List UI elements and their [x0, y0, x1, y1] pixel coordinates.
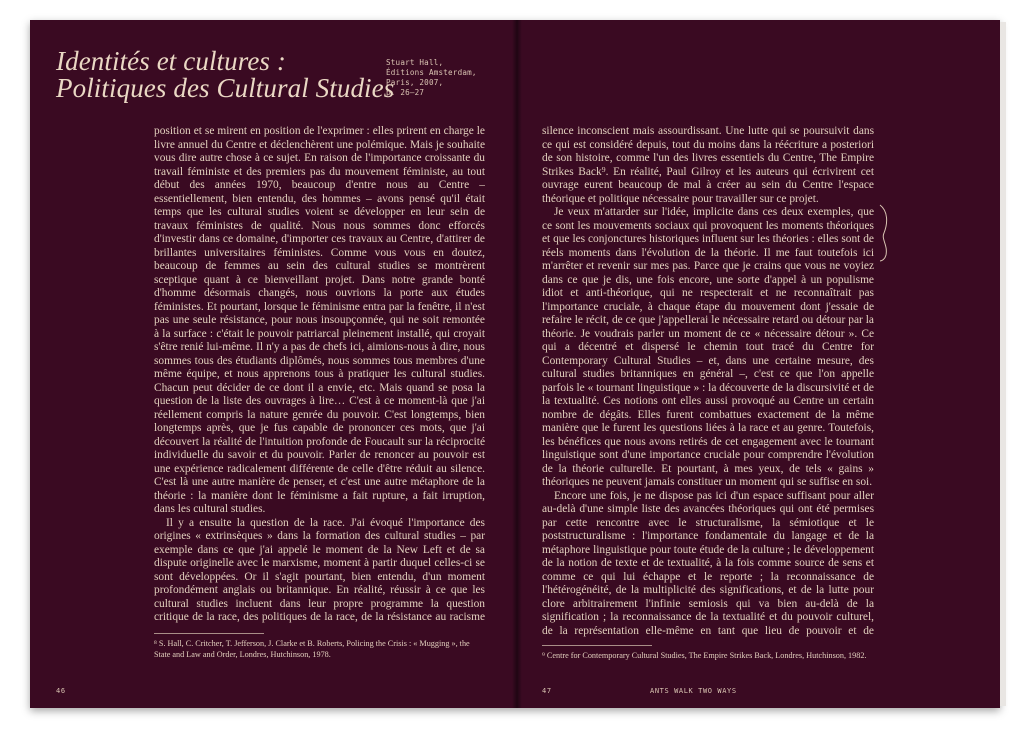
title-line-1: Identités et cultures : [56, 46, 286, 76]
page-edge [1000, 22, 1006, 706]
page-number-left: 46 [56, 687, 66, 695]
running-footer: ANTS WALK TWO WAYS [650, 687, 737, 695]
footnote-rule [154, 633, 264, 634]
title-line-2: Politiques des Cultural Studies [56, 73, 395, 103]
body-paragraph: Je veux m'attarder sur l'idée, implicite dans ces deux exemples, que ce sont les mouvements sociaux qui provoquent les moments théoriques et que les conjonctures historiques influent sur les théories : elles sont de réels moments dans l'évolution de la théorie. Il me faut toutefois ici m'arrêter et revenir sur mes pas. Parce que je crains que vous ne voyiez dans ce que je dis, une fois encore, une sorte d'appel à un populisme idiot et anti-théorique, qui ne respecterait et ne reconnaîtrait pas l'importance cruciale, à chaque étape du mouvement dont j'essaie de refaire le récit, de ce que j'appellerai le nécessaire retard ou détour par la théorie. Je voudrais parler un moment de ce « nécessaire détour ». Ce qui a décentré et dispersé le chemin tout tracé du Centre for Contemporary Cultural Studies – et, dans une certaine mesure, des cultural studies britanniques en général –, c'est ce que l'on appelle parfois le « tournant linguistique » : la découverte de la discursivité et de la textualité. Ces notions ont elles aussi provoqué au Centre un certain nombre de dégâts. Elles furent combattues exactement de la même manière que le furent les questions liées à la race et au genre. Toutefois, les bénéfices que nous avons retirés de cet engagement avec le tournant linguistique sont d'une importance cruciale pour comprendre l'évolution de la théorie culturelle. Et pourtant, à mes yeux, de tels « gains » théoriques ne peuvent jamais constituer un moment qui se suffise en soi. [542, 206, 874, 488]
body-paragraph: Encore une fois, je ne dispose pas ici d'un espace suffisant pour aller au-delà d'une simple liste des avancées théoriques qui ont été permises par cette rencontre avec le structuralisme, la sémiotique et le poststructuralisme : l'importance fondamentale du langage et de la métaphore linguistique pour toute étude de la culture ; le développement de la notion de texte et de textualité, à la fois comme source de sens et comme ce qui lui échappe et le reporte ; la reconnaissance de l'hétérogénéité, de la multiplicité des significations, et de la lutte pour clore arbitrairement l'infinie semiosis qui va bien au-delà de la signification ; la reconnaissance de la textualité et du pouvoir culturel, de la représentation elle-même en tant que lieu de pouvoir et de [542, 489, 874, 637]
chapter-title [56, 48, 394, 102]
handwritten-bracket-mark [876, 203, 892, 263]
right-page-body [542, 125, 874, 639]
body-paragraph: Il y a ensuite la question de la race. J'ai évoqué l'importance des origines « extrinsèques » dans la formation des cultural studies – par exemple dans ce que j'ai appelé le moment de la New Left et de sa dispute originelle avec le marxisme, moment à partir duquel celles-ci se sont développées. Or il s'agit pourtant, bien entendu, d'un moment profondément anglais ou britannique. En réalité, réussir à ce que les cultural studies incluent dans leur propre programme la question critique de la race, des politiques de la race, de la résistance au racisme [154, 516, 485, 623]
book-spread [30, 20, 1000, 708]
page-number-right: 47 [542, 687, 552, 695]
left-page-body [154, 125, 485, 625]
right-footnote: ⁹ Centre for Contemporary Cultural Studies, The Empire Strikes Back, Londres, Hutchinson, 1982. [542, 651, 867, 660]
ref-line: Stuart Hall, [386, 58, 444, 67]
left-footnote: ⁸ S. Hall, C. Critcher, T. Jefferson, J. Clarke et B. Roberts, Policing the Crisis : « Mugging », the State and Law and Order, Londres, Hutchinson, 1978. [154, 639, 470, 659]
footnote-rule [542, 645, 652, 646]
ref-line: Paris, 2007, [386, 78, 444, 87]
ref-line: p. 26–27 [386, 88, 425, 97]
body-paragraph: position et se mirent en position de l'exprimer : elles prirent en charge le livre annuel du Centre et déclenchèrent une polémique. Mais je souhaite vous dire autre chose à ce sujet. En raison de l'importance croissante du travail féministe et des premiers pas du mouvement féministe, au tout début des années 1970, beaucoup d'entre nous au Centre – essentiellement, bien entendu, des hommes – avons pensé qu'il était temps que les cultural studies voient se développer en leur sein de travaux féministes de qualité. Nous nous sommes donc efforcés d'investir dans ce domaine, d'importer ces travaux au Centre, d'attirer de brillantes universitaires féministes. Comme vous vous en doutez, beaucoup de femmes au sein des cultural studies se montrèrent sceptique quant à ce bienveillant projet. Dans notre grande bonté d'homme désormais changés, nous ouvrions la porte aux études féministes. Et pourtant, lorsque le féminisme entra par la fenêtre, il n'est pas une seule résistance, pour nous insoupçonnée, qui ne soit remontée à la surface : c'était le pouvoir patriarcal pleinement installé, qui croyait s'être renié lui-même. Il n'y a pas de chefs ici, aimions-nous à dire, nous sommes tous des étudiants diplômés, nous sommes tous membres d'une même équipe, et nous apprenons tous à pratiquer les cultural studies. Chacun peut décider de ce dont il a envie, etc. Mais quand se posa la question de la liste des ouvrages à lire… C'est à ce moment-là que j'ai réellement compris la nature genrée du pouvoir. C'est longtemps, bien longtemps après, que je fus capable de prononcer ces mots, que j'ai découvert la réalité de l'intuition profonde de Foucault sur la réciprocité individuelle du savoir et du pouvoir. Parler de renoncer au pouvoir est une expérience radicalement différente de celle d'être réduit au silence. C'est là une autre manière de penser, et c'est une autre métaphore de la théorie : la manière dont le féminisme a fait rupture, a fait irruption, dans les cultural studies. [154, 125, 485, 515]
ref-line: Éditions Amsterdam, [386, 68, 477, 77]
book-gutter [512, 20, 522, 708]
source-reference [386, 58, 477, 98]
body-paragraph: silence inconscient mais assourdissant. Une lutte qui se poursuivit dans ce qui est considéré depuis, tout du moins dans la réécriture a posteriori de son histoire, comme l'un des livres essentiels du Centre, The Empire Strikes Back⁹. En réalité, Paul Gilroy et les auteurs qui écrivirent cet ouvrage eurent beaucoup de mal à créer au sein du Centre l'espace théorique et politique nécessaire pour travailler sur ce projet. [542, 125, 874, 205]
